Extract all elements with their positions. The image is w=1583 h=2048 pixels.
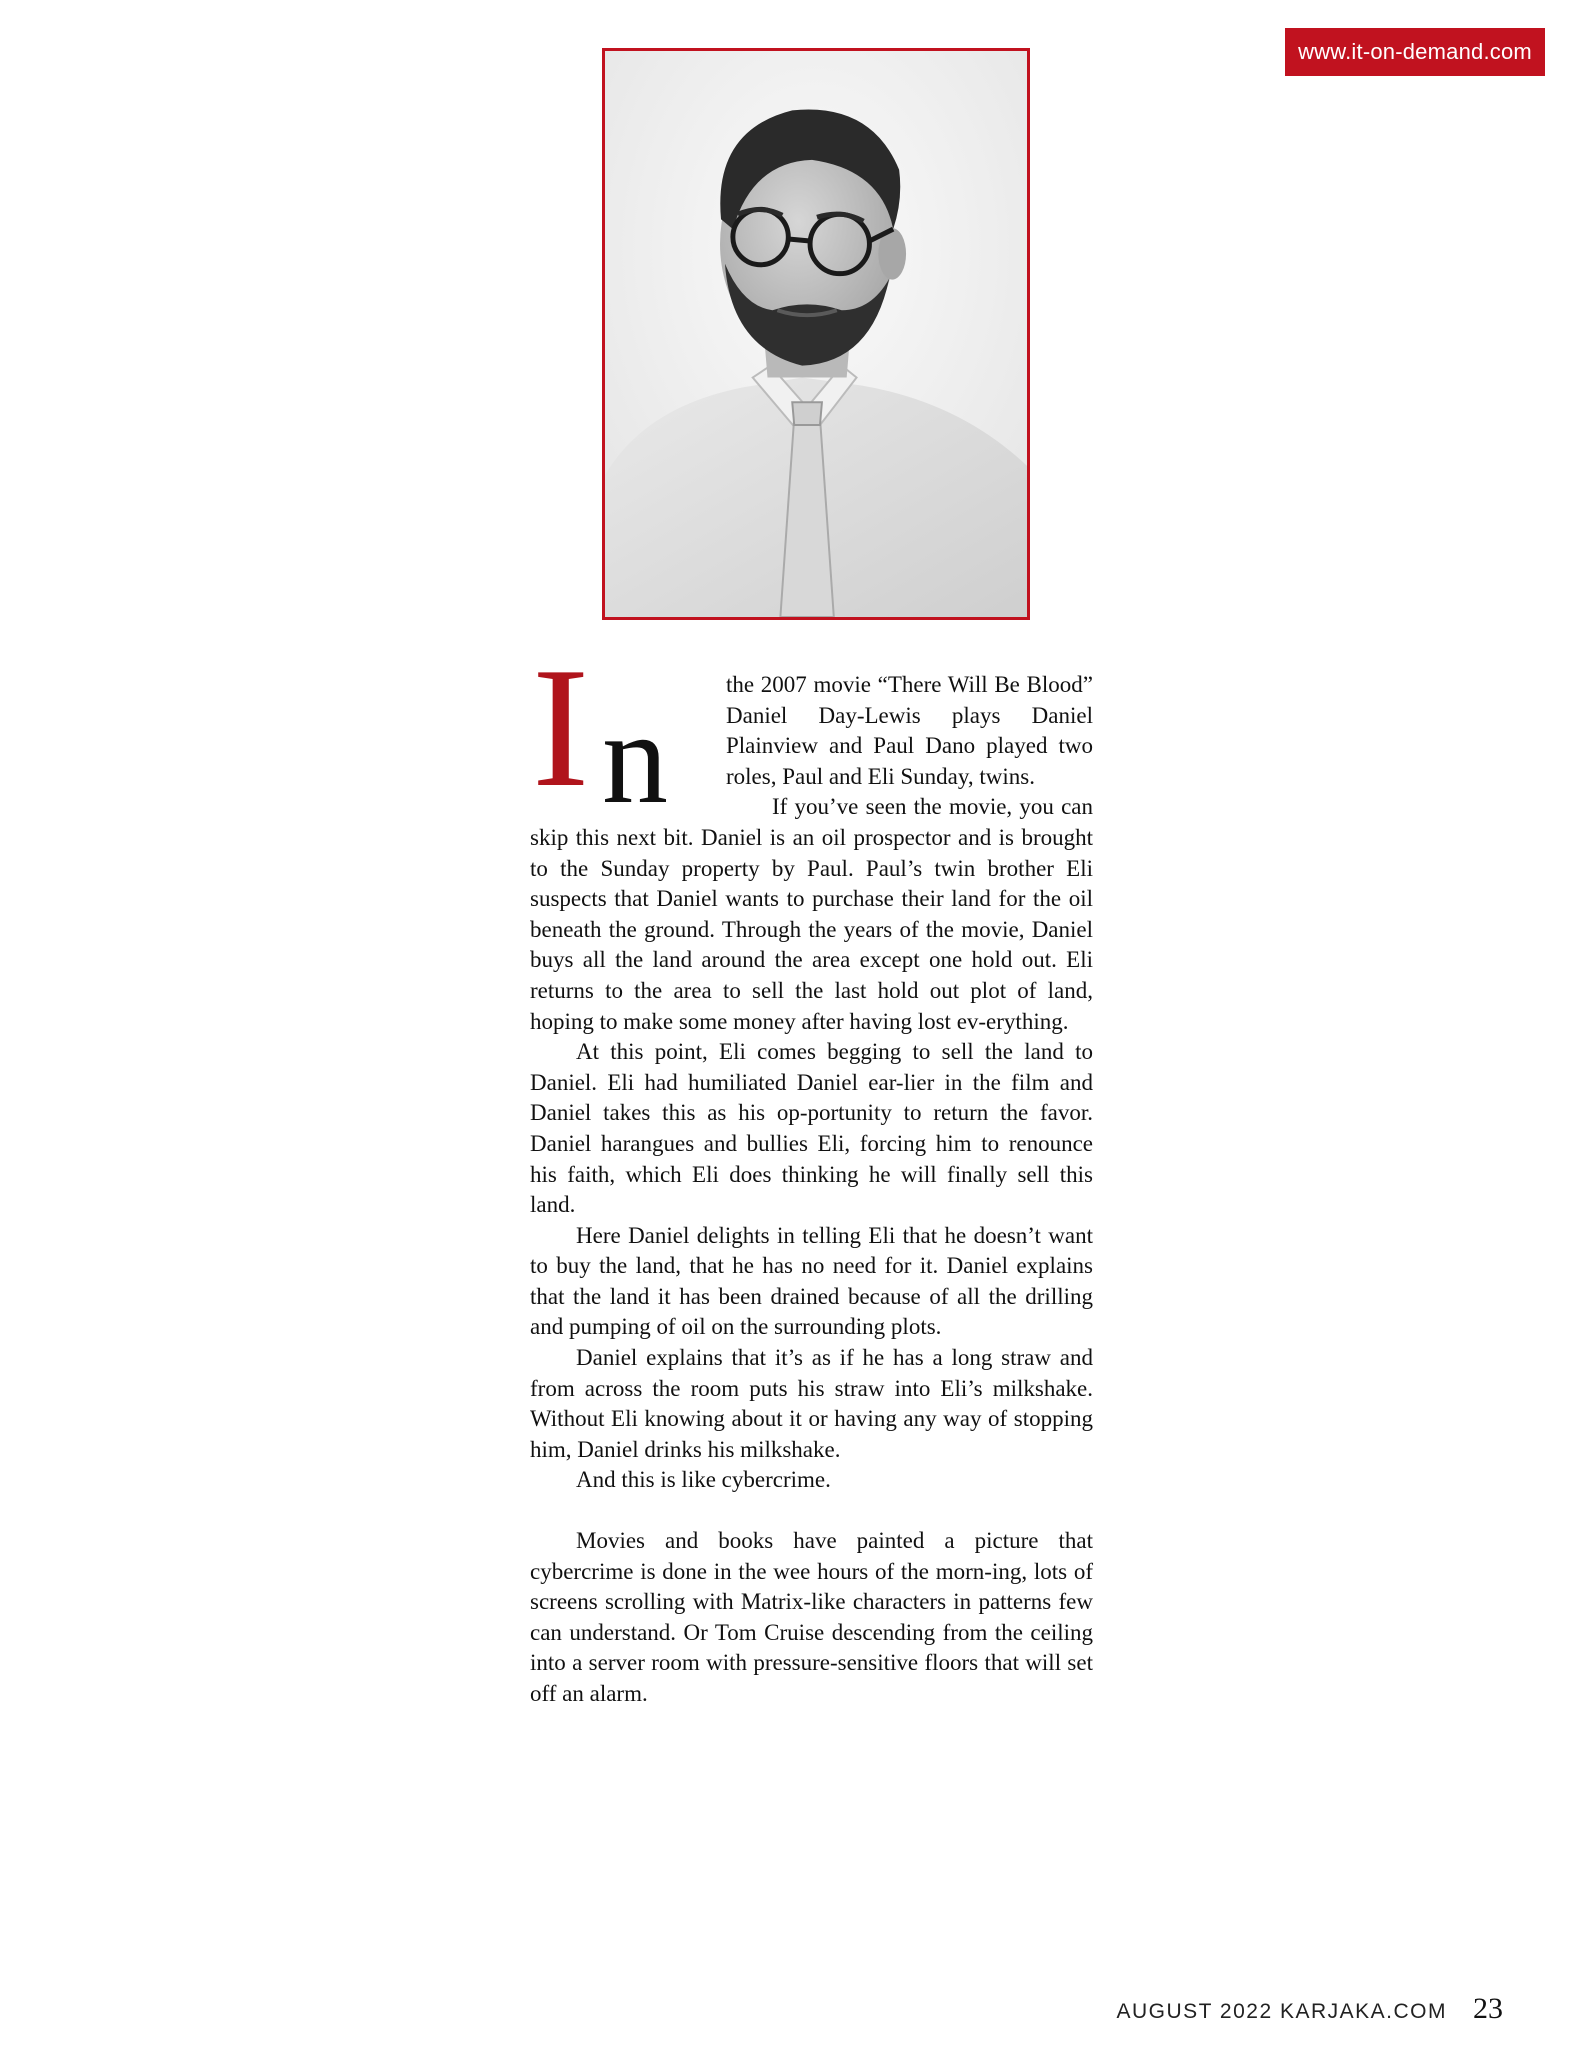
drop-cap-letter-n: n bbox=[602, 684, 668, 831]
paragraph-6: And this is like cybercrime. bbox=[576, 1467, 831, 1493]
paragraph-7: Movies and books have painted a picture that cybercrime is done in the wee hours of the morn-ing, lots of screens scrolling with Matrix-like characters in patterns few can understand. Or Tom Cruise descending from the ceiling into a server room with pressure-sensitive floors that will set off an alarm. bbox=[530, 1528, 1093, 1706]
paragraph-1: the 2007 movie “There Will Be Blood” Daniel Day-Lewis plays Daniel Plainview and Paul Dano played two roles, Paul and Eli Sunday, twins. bbox=[726, 672, 1093, 789]
drop-cap bbox=[530, 633, 716, 831]
paragraph-5: Daniel explains that it’s as if he has a long straw and from across the room puts his straw into Eli’s milkshake. Without Eli knowing about it or having any way of stopping him, Daniel drinks his milkshake. bbox=[530, 1345, 1093, 1462]
website-url-badge[interactable]: www.it-on-demand.com bbox=[1285, 28, 1545, 76]
paragraph-3: At this point, Eli comes begging to sell the land to Daniel. Eli had humiliated Daniel ear-lier in the film and Daniel takes this as his op-portunity to return the favor. Daniel harangues and bullies Eli, forcing him to renounce his faith, which Eli does thinking he will finally sell this land. bbox=[530, 1039, 1093, 1218]
paragraph-2: If you’ve seen the movie, you can skip this next bit. Daniel is an oil prospector and is brought to the Sunday property by Paul. Paul’s twin brother Eli suspects that Daniel wants to purchase their land for the oil beneath the ground. Through the years of the movie, Daniel buys all the land around the area except one hold out. Eli returns to the area to sell the last hold out plot of land, hoping to make some money after having lost ev-erything. bbox=[530, 794, 1093, 1034]
drop-cap-letter-i: I bbox=[532, 633, 590, 823]
portrait-photo-icon bbox=[605, 51, 1027, 617]
page-number: 23 bbox=[1473, 1992, 1503, 2025]
page-footer bbox=[1116, 1992, 1503, 2026]
footer-issue-text: AUGUST 2022 KARJAKA.COM bbox=[1116, 2000, 1447, 2023]
paragraph-4: Here Daniel delights in telling Eli that he doesn’t want to buy the land, that he has no need for it. Daniel explains that the land it has been drained because of all the drilling and pumping of oil on the surrounding plots. bbox=[530, 1222, 1093, 1340]
author-portrait bbox=[602, 48, 1030, 620]
article-body bbox=[530, 633, 1093, 1710]
